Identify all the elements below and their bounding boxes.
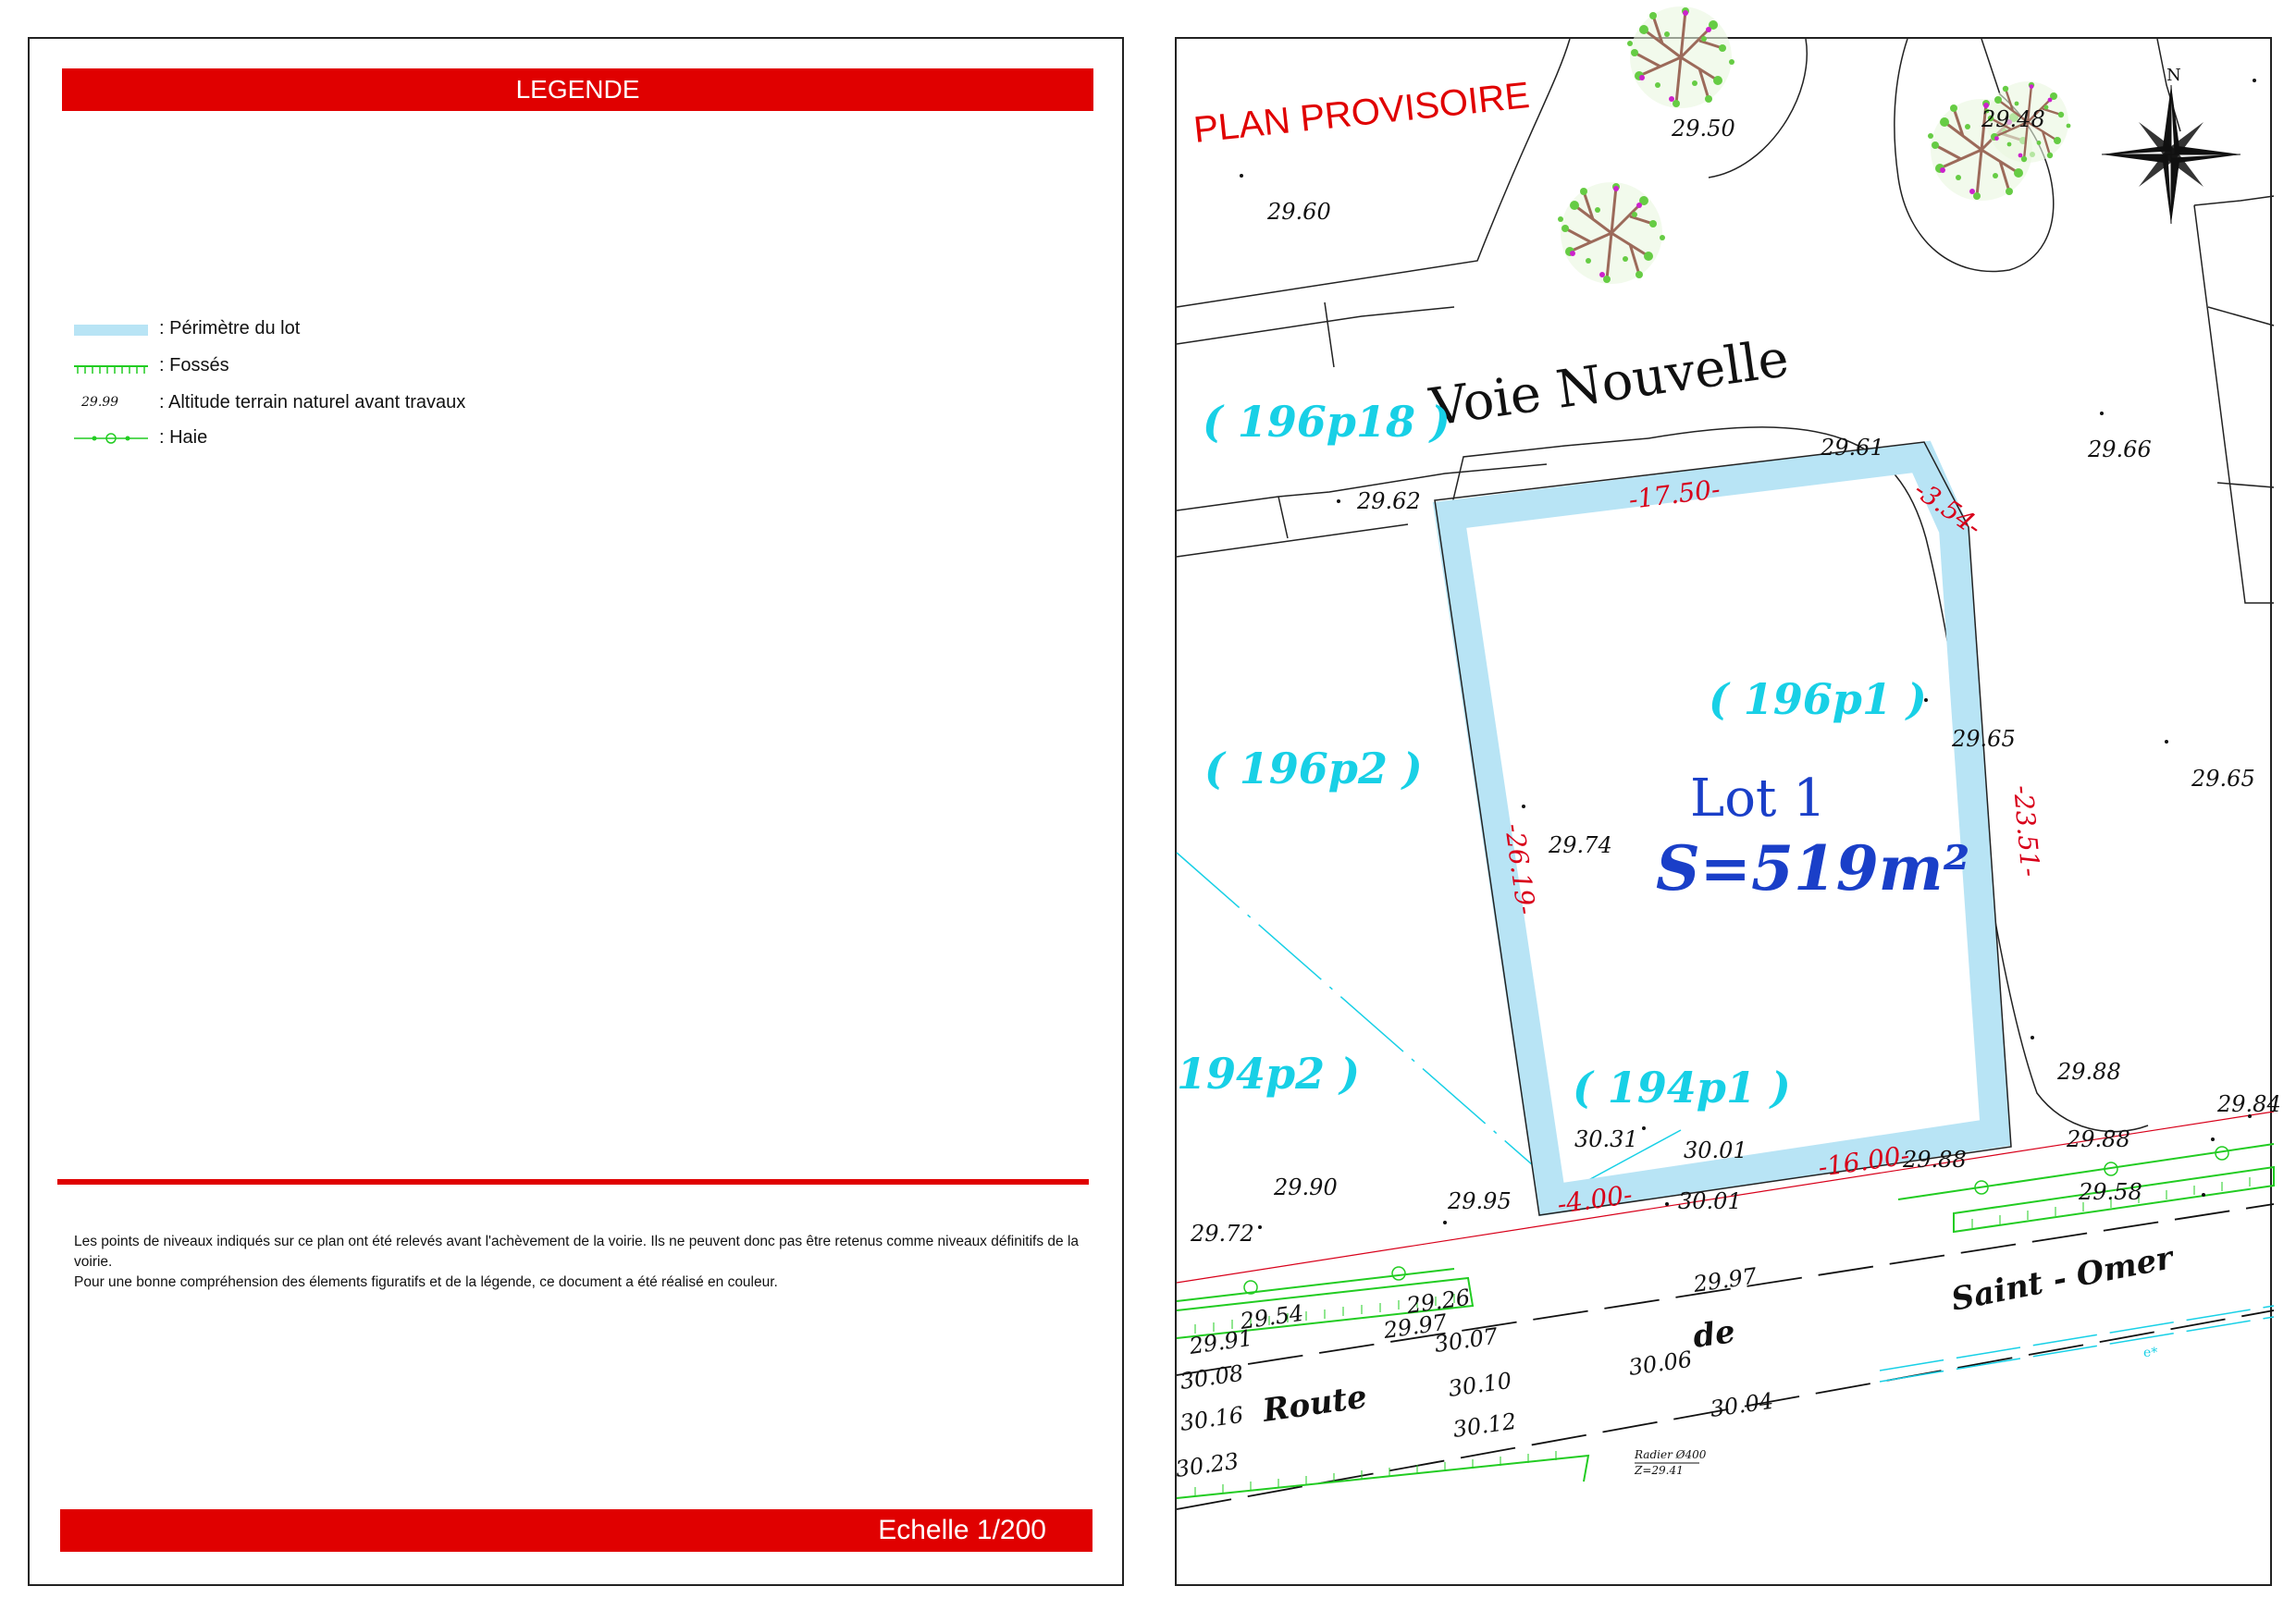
- alt-label: 29.91: [1187, 1324, 1254, 1359]
- fosses-swatch: [57, 353, 150, 381]
- map-panel: [1173, 37, 2281, 1586]
- alt-label: 29.88: [2067, 1126, 2130, 1152]
- alt-label: 29.97: [1691, 1262, 1759, 1297]
- legend-label-altitude: : Altitude terrain naturel avant travaux: [159, 392, 466, 412]
- alt-label: 29.50: [1672, 116, 1735, 141]
- alt-label: 29.65: [1952, 726, 2016, 752]
- parcel-196p18: ( 196p18 ): [1203, 397, 1450, 447]
- dim-left: -26.19-: [1499, 821, 1542, 917]
- lot-name: Lot 1: [1690, 768, 1826, 829]
- map-svg: [1173, 39, 2281, 1588]
- legend-item-fosses: [57, 353, 229, 381]
- alt-label: 29.95: [1448, 1188, 1512, 1214]
- alt-label: 30.16: [1178, 1401, 1245, 1436]
- dim-bottom: -16.00-: [1816, 1139, 1912, 1183]
- legend-label-perimetre: : Périmètre du lot: [159, 318, 301, 338]
- legend-item-haie: [57, 425, 208, 453]
- alt-label: 29.90: [1274, 1174, 1338, 1200]
- alt-label: 30.01: [1678, 1188, 1742, 1214]
- alt-label: 30.07: [1432, 1322, 1500, 1358]
- note-line-1: Les points de niveaux indiqués sur ce plan ont été relevés avant l'achèvement de la voirie. Ils ne peuvent donc pas être retenus comme niveaux définitifs de la voirie.: [74, 1234, 1080, 1270]
- road-word-de: de: [1690, 1312, 1738, 1356]
- parcel-194p2: 194p2 ): [1177, 1049, 1360, 1099]
- radier-line-2: Z=29.41: [1635, 1464, 1684, 1477]
- alt-label: 29.48: [1981, 106, 2045, 132]
- alt-label: 29.54: [1238, 1299, 1305, 1334]
- alt-label: 29.74: [1549, 832, 1612, 858]
- north-label: N: [2166, 66, 2181, 85]
- alt-label: 30.10: [1446, 1367, 1513, 1402]
- misc-mark: e*: [2143, 1346, 2158, 1360]
- legend-label-haie: : Haie: [159, 427, 208, 448]
- north-arrow-icon: [2102, 66, 2240, 224]
- plan-provisoire-stamp: PLAN PROVISOIRE: [1191, 75, 1532, 151]
- road-word-saint-omer: Saint - Omer: [1948, 1239, 2177, 1319]
- legend-panel: [28, 37, 1124, 1586]
- alt-label: 30.01: [1684, 1137, 1747, 1163]
- scale-label: Echelle 1/200: [878, 1515, 1046, 1545]
- alt-label: 29.62: [1357, 488, 1421, 514]
- dim-top: -17.50-: [1626, 473, 1722, 515]
- alt-label: 29.84: [2217, 1091, 2281, 1117]
- legend-item-perimetre: [57, 316, 301, 344]
- legend-divider: [57, 1179, 1089, 1185]
- legend-label-fosses: : Fossés: [159, 355, 229, 375]
- perimetre-swatch: [57, 316, 150, 344]
- legend-note: [74, 1232, 1092, 1293]
- alt-label: 30.06: [1626, 1346, 1694, 1381]
- alt-label: 29.58: [2079, 1179, 2142, 1205]
- lot-area: S=519m²: [1656, 832, 1970, 904]
- alt-label: 30.04: [1708, 1387, 1775, 1422]
- parcel-196p2: ( 196p2 ): [1204, 744, 1423, 793]
- alt-label: 29.65: [2191, 766, 2255, 792]
- alt-label: 29.72: [1191, 1221, 1254, 1247]
- dim-bottom-left: -4.00-: [1555, 1178, 1635, 1220]
- radier-line-1: Radier Ø400: [1635, 1448, 1707, 1461]
- alt-label: 29.88: [1903, 1147, 1967, 1173]
- alt-label: 29.60: [1267, 199, 1331, 225]
- road-word-route: Route: [1260, 1378, 1370, 1430]
- alt-label: 29.61: [1821, 435, 1884, 461]
- alt-label: 30.08: [1178, 1359, 1245, 1395]
- dim-corner: -3.54-: [1907, 473, 1988, 543]
- note-line-2: Pour une bonne compréhension des élements figuratifs et de la légende, ce document a été réalisé en couleur.: [74, 1274, 778, 1290]
- alt-label: 30.12: [1450, 1408, 1518, 1443]
- alt-label: 29.66: [2088, 436, 2152, 462]
- altitude-sample: 29.99: [81, 395, 119, 410]
- street-voie-nouvelle: Voie Nouvelle: [1426, 328, 1793, 438]
- alt-label: 29.88: [2057, 1059, 2121, 1085]
- scale-bar: [60, 1509, 1092, 1552]
- parcel-196p1: ( 196p1 ): [1709, 674, 1927, 724]
- dim-right: -23.51-: [2007, 783, 2046, 879]
- alt-label: 30.23: [1173, 1447, 1241, 1482]
- alt-label: 29.97: [1381, 1309, 1449, 1344]
- parcel-194p1: ( 194p1 ): [1573, 1063, 1791, 1113]
- alt-label: 29.26: [1404, 1284, 1472, 1319]
- legend-title: LEGENDE: [62, 68, 1093, 111]
- alt-label: 30.31: [1574, 1126, 1638, 1152]
- haie-swatch: [57, 425, 150, 453]
